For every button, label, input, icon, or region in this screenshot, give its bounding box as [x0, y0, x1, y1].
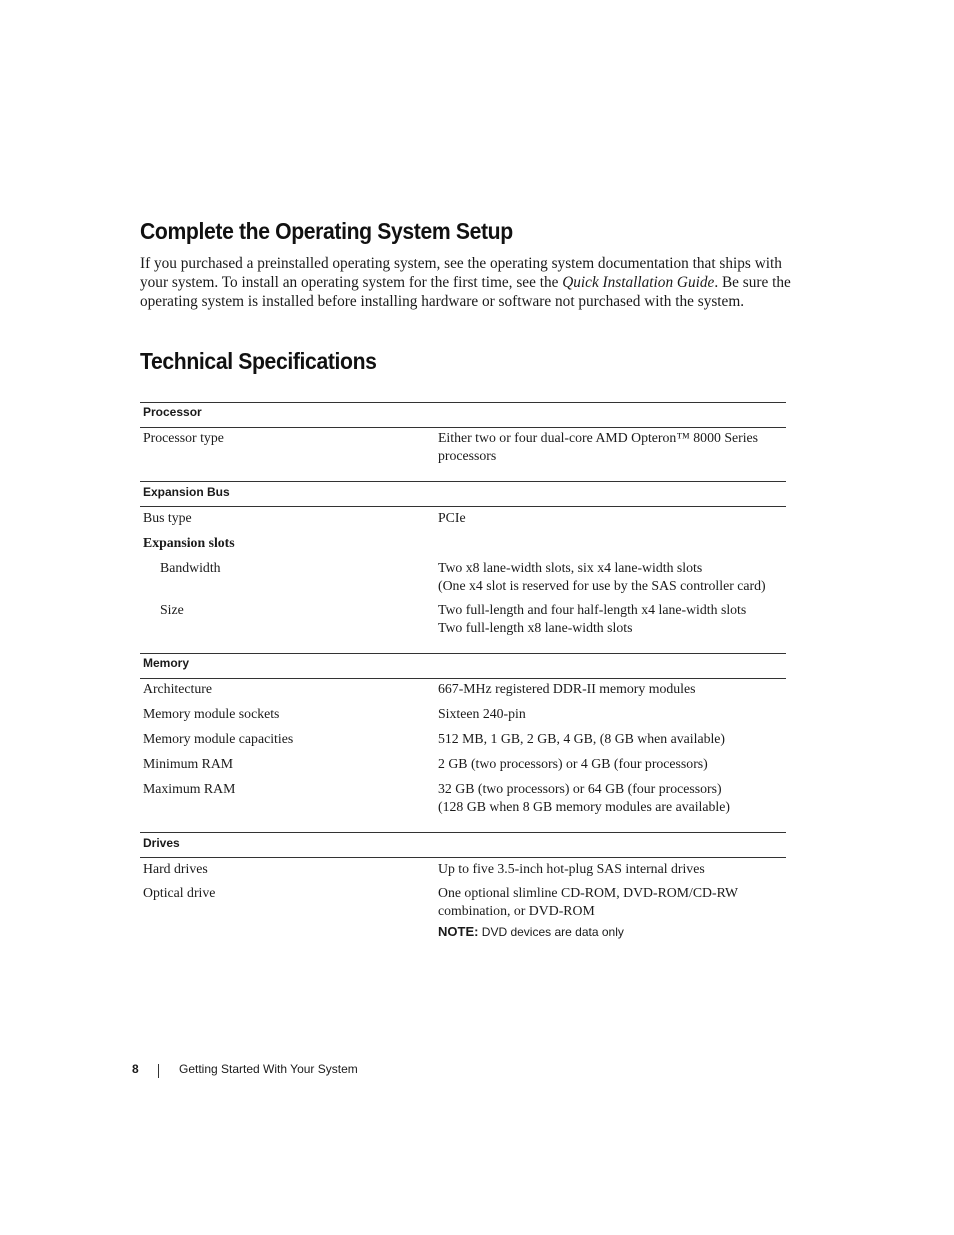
row-value: [438, 705, 786, 723]
os-setup-text-a: If you purchased a preinstalled operating system, see the operating system documentation that ships with your system. To install an operating system for the first time, see the: [140, 255, 782, 291]
row-value: [438, 860, 786, 878]
page-number: 8: [132, 1062, 139, 1076]
note-label: NOTE:: [438, 924, 479, 939]
value-line: Two x8 lane-width slots, six x4 lane-width slots: [438, 560, 703, 575]
value-line: processors: [438, 447, 497, 463]
table-rule: [140, 653, 786, 654]
row-value: [438, 559, 786, 594]
value-line: (One x4 slot is reserved for use by the SAS controller card): [438, 577, 766, 593]
value-line: Either two or four dual-core AMD Opteron™ 8000 Series: [438, 430, 759, 445]
value-line: 667-MHz registered DDR-II memory modules: [438, 681, 696, 696]
row-label: Bus type: [143, 510, 192, 525]
row-label: Bandwidth: [160, 560, 221, 575]
section-heading-os-setup: Complete the Operating System Setup: [140, 218, 513, 244]
row-value: [438, 509, 786, 527]
row-value: [438, 755, 786, 773]
row-label: Architecture: [143, 681, 212, 696]
quick-installation-guide-ref: Quick Installation Guide: [562, 273, 715, 291]
row-label: Optical drive: [143, 885, 216, 900]
os-setup-text-b: . Be sure the operating system is installed before installing hardware or software not purchased with the system.: [140, 273, 791, 310]
value-line: Sixteen 240-pin: [438, 706, 526, 721]
row-value: [438, 601, 786, 636]
table-rule: [140, 832, 786, 833]
os-setup-paragraph: [140, 255, 792, 311]
processor-section-title: Processor: [143, 405, 202, 419]
value-line: 2 GB (two processors) or 4 GB (four processors): [438, 756, 708, 771]
expansion-bus-section-title: Expansion Bus: [143, 485, 230, 499]
row-label: Maximum RAM: [143, 781, 236, 796]
row-label: Hard drives: [143, 861, 208, 876]
table-rule: [140, 506, 786, 507]
value-line: 512 MB, 1 GB, 2 GB, 4 GB, (8 GB when available): [438, 731, 726, 746]
table-rule: [140, 402, 786, 403]
value-line: combination, or DVD-ROM: [438, 902, 595, 918]
table-rule: [140, 857, 786, 858]
row-label: Memory module capacities: [143, 731, 294, 746]
row-label: Processor type: [143, 430, 224, 445]
row-label: Memory module sockets: [143, 706, 280, 721]
expansion-slots-subheading: Expansion slots: [143, 535, 235, 550]
footer-divider: [158, 1064, 159, 1078]
value-line: 32 GB (two processors) or 64 GB (four processors): [438, 781, 722, 796]
table-rule: [140, 678, 786, 679]
value-line: Up to five 3.5-inch hot-plug SAS internal drives: [438, 861, 705, 876]
row-value: [438, 730, 786, 748]
row-value: [438, 429, 786, 464]
drives-section-title: Drives: [143, 836, 180, 850]
dvd-note: [438, 923, 786, 942]
value-line: Two full-length x8 lane-width slots: [438, 619, 633, 635]
row-value: [438, 780, 786, 815]
memory-section-title: Memory: [143, 656, 190, 670]
row-label: Minimum RAM: [143, 756, 234, 771]
row-label: Size: [160, 602, 184, 617]
note-text: DVD devices are data only: [478, 925, 624, 939]
value-line: One optional slimline CD-ROM, DVD-ROM/CD-RW: [438, 885, 739, 900]
value-line: (128 GB when 8 GB memory modules are available): [438, 798, 730, 814]
table-rule: [140, 481, 786, 482]
value-line: PCIe: [438, 510, 466, 525]
section-heading-tech-specs: Technical Specifications: [140, 348, 377, 374]
row-value: [438, 680, 786, 698]
table-rule: [140, 427, 786, 428]
footer-title: Getting Started With Your System: [179, 1062, 358, 1076]
row-value: [438, 884, 786, 942]
value-line: Two full-length and four half-length x4 lane-width slots: [438, 602, 747, 617]
